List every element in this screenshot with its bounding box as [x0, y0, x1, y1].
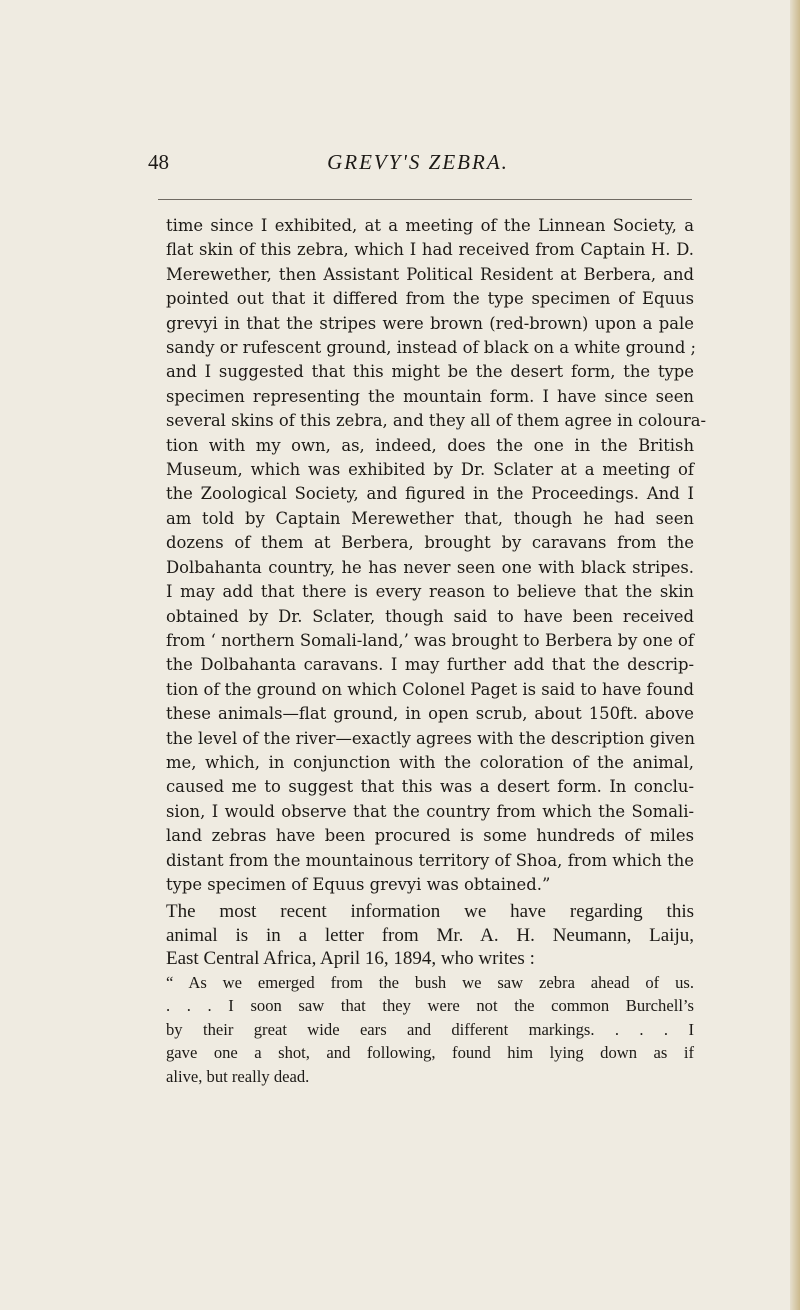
text-line: East Central Africa, April 16, 1894, who writes : [166, 948, 535, 970]
text-line: The most recent information we have regarding this [166, 901, 694, 923]
letter-quote [166, 971, 694, 1089]
text-line: Dolbahanta country, he has never seen one with black stripes. [166, 557, 694, 577]
running-title: GREVY'S ZEBRA. [327, 150, 509, 174]
body-text [166, 214, 707, 1088]
text-line: from ‘ northern Somali-land,’ was brought to Berbera by one of [166, 630, 694, 650]
text-line: Museum, which was exhibited by Dr. Sclater at a meeting of [166, 460, 694, 480]
text-line: sion, I would observe that the country from which the Somali- [166, 801, 694, 821]
page-header [148, 150, 688, 184]
text-line: several skins of this zebra, and they all of them agree in coloura- [166, 411, 707, 431]
page-edge [790, 0, 800, 1310]
text-line: alive, but really dead. [166, 1066, 310, 1086]
text-line: gave one a shot, and following, found him lying down as if [166, 1043, 694, 1063]
text-line: pointed out that it differed from the type specimen of Equus [166, 289, 694, 309]
neumann-paragraph [166, 900, 694, 971]
text-line: the level of the river—exactly agrees with the description given [166, 728, 695, 748]
page-number: 48 [148, 150, 169, 174]
text-line: tion of the ground on which Colonel Paget is said to have found [166, 679, 695, 699]
text-line: animal is in a letter from Mr. A. H. Neumann, Laiju, [166, 924, 694, 946]
text-line: the Dolbahanta caravans. I may further add that the descrip- [166, 655, 694, 675]
text-line: obtained by Dr. Sclater, though said to have been received [166, 606, 694, 626]
text-line: caused me to suggest that this was a desert form. In conclu- [166, 777, 694, 797]
text-line: the Zoological Society, and figured in the Proceedings. And I [166, 484, 694, 504]
quoted-passage [166, 214, 707, 897]
text-line: sandy or rufescent ground, instead of black on a white ground ; [166, 338, 697, 358]
text-line: I may add that there is every reason to believe that the skin [166, 582, 694, 602]
text-line: “ As we emerged from the bush we saw zebra ahead of us. [166, 972, 694, 992]
header-rule [158, 199, 692, 200]
text-line: . . . I soon saw that they were not the common Burchell’s [166, 996, 694, 1016]
text-line: flat skin of this zebra, which I had received from Captain H. D. [166, 240, 694, 260]
text-line: type specimen of Equus grevyi was obtained.” [166, 874, 551, 894]
text-line: and I suggested that this might be the desert form, the type [166, 362, 694, 382]
text-line: specimen representing the mountain form. I have since seen [166, 386, 694, 406]
text-line: grevyi in that the stripes were brown (red-brown) upon a pale [166, 313, 694, 333]
text-line: by their great wide ears and different markings. . . . I [166, 1019, 694, 1039]
text-line: these animals—flat ground, in open scrub, about 150ft. above [166, 704, 694, 724]
text-line: land zebras have been procured is some hundreds of miles [166, 826, 694, 846]
text-line: distant from the mountainous territory of Shoa, from which the [166, 850, 694, 870]
text-line: tion with my own, as, indeed, does the one in the British [166, 435, 694, 455]
text-line: me, which, in conjunction with the coloration of the animal, [166, 752, 694, 772]
text-line: Merewether, then Assistant Political Resident at Berbera, and [166, 264, 694, 284]
text-line: am told by Captain Merewether that, though he had seen [166, 508, 694, 528]
text-line: dozens of them at Berbera, brought by caravans from the [166, 533, 694, 553]
text-line: time since I exhibited, at a meeting of the Linnean Society, a [166, 216, 694, 235]
